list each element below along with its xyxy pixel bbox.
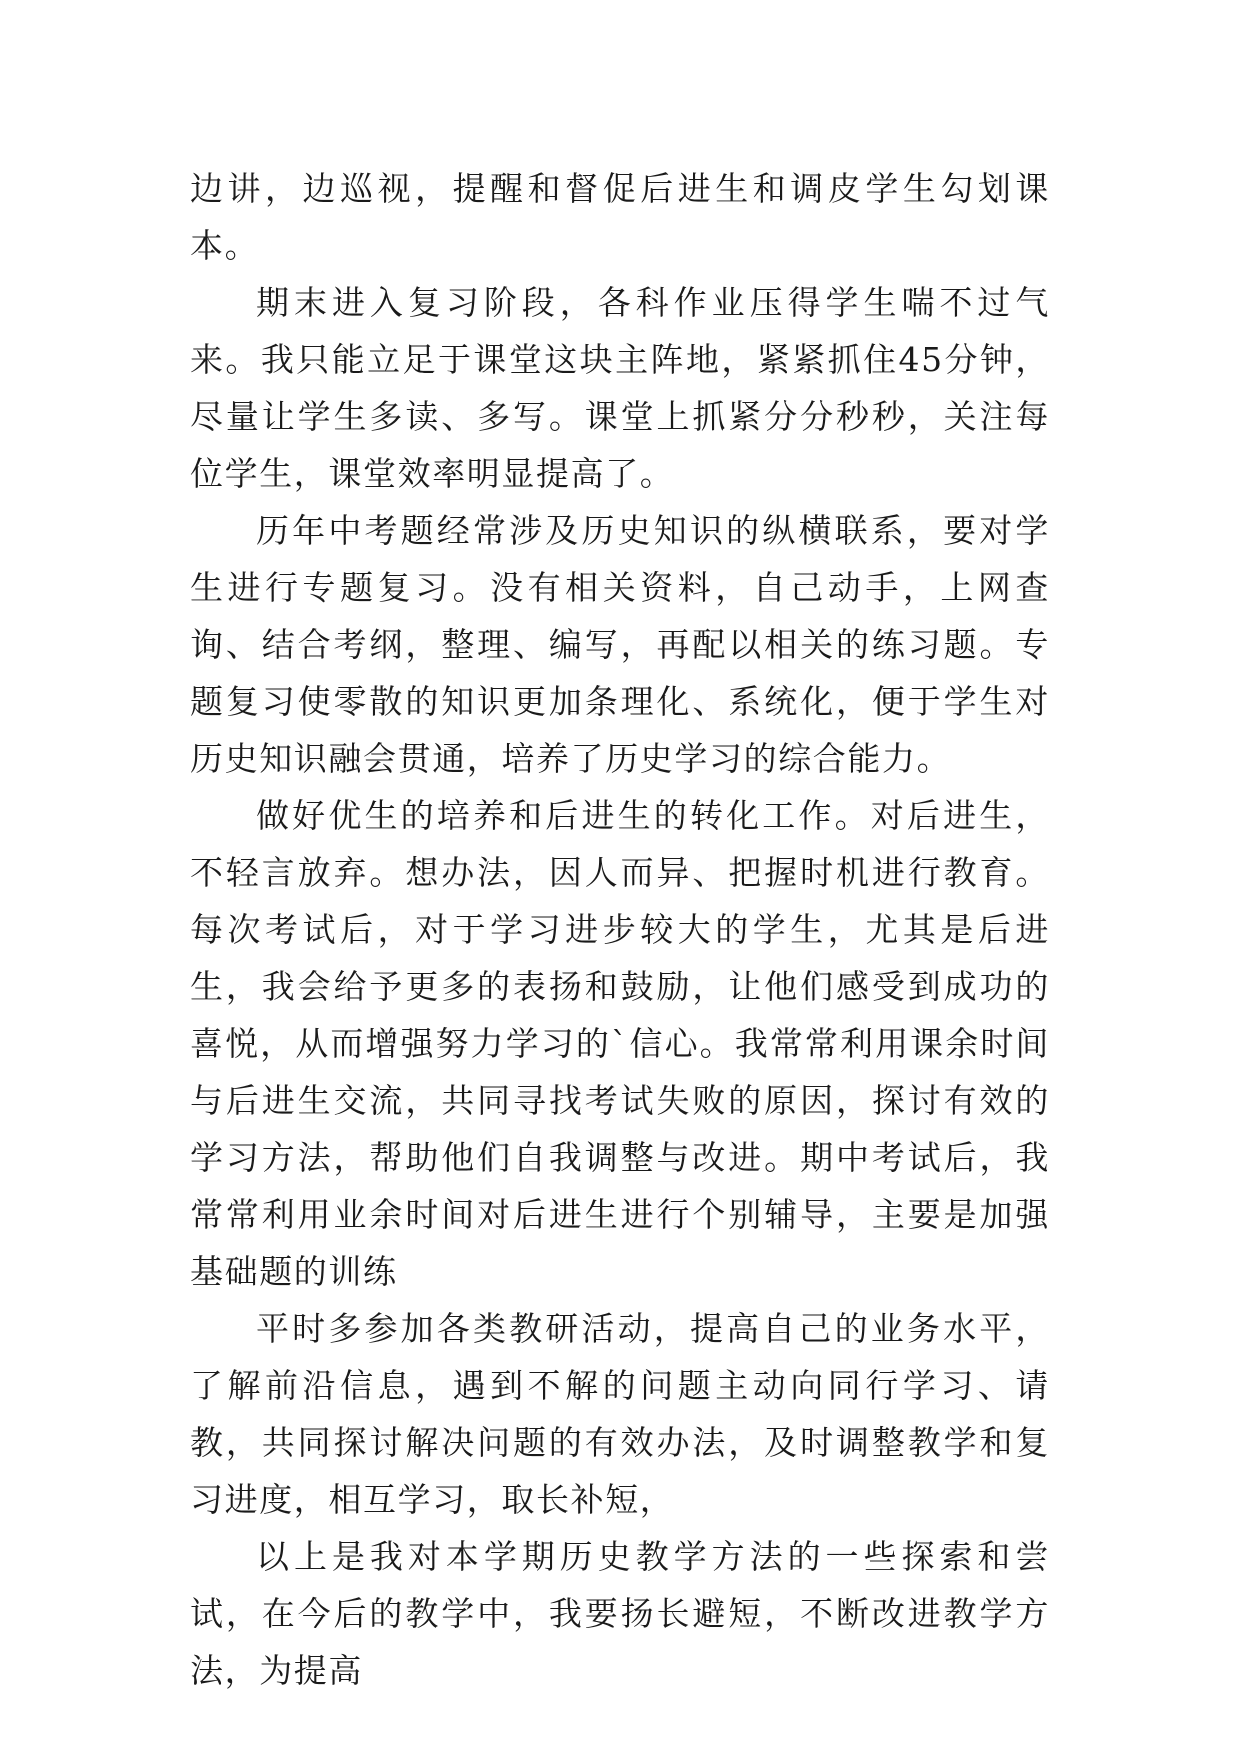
- paragraph-conclusion: 以上是我对本学期历史教学方法的一些探索和尝试，在今后的教学中，我要扬长避短，不断改进教学方法，为提高: [190, 1537, 1050, 1690]
- paragraph-review-stage: 期末进入复习阶段，各科作业压得学生喘不过气来。我只能立足于课堂这块主阵地，紧紧抓住45分钟，尽量让学生多读、多写。课堂上抓紧分分秒秒，关注每位学生，课堂效率明显提高了。: [190, 283, 1050, 493]
- paragraph-topic-review: 历年中考题经常涉及历史知识的纵横联系，要对学生进行专题复习。没有相关资料，自己动手，上网查询、结合考纲，整理、编写，再配以相关的练习题。专题复习使零散的知识更加条理化、系统化，便于学生对历史知识融会贯通，培养了历史学习的综合能力。: [190, 511, 1050, 778]
- paragraph-teaching-research: 平时多参加各类教研活动，提高自己的业务水平，了解前沿信息，遇到不解的问题主动向同行学习、请教，共同探讨解决问题的有效办法，及时调整教学和复习进度，相互学习，取长补短，: [190, 1309, 1050, 1519]
- document-body: [190, 160, 1050, 1699]
- paragraph-continuation: 边讲，边巡视，提醒和督促后进生和调皮学生勾划课本。: [190, 169, 1050, 265]
- paragraph-student-support: 做好优生的培养和后进生的转化工作。对后进生，不轻言放弃。想办法，因人而异、把握时机进行教育。每次考试后，对于学习进步较大的学生，尤其是后进生，我会给予更多的表扬和鼓励，让他们感受到成功的喜悦，从而增强努力学习的`信心。我常常利用课余时间与后进生交流，共同寻找考试失败的原因，探讨有效的学习方法，帮助他们自我调整与改进。期中考试后，我常常利用业余时间对后进生进行个别辅导，主要是加强基础题的训练: [190, 796, 1050, 1291]
